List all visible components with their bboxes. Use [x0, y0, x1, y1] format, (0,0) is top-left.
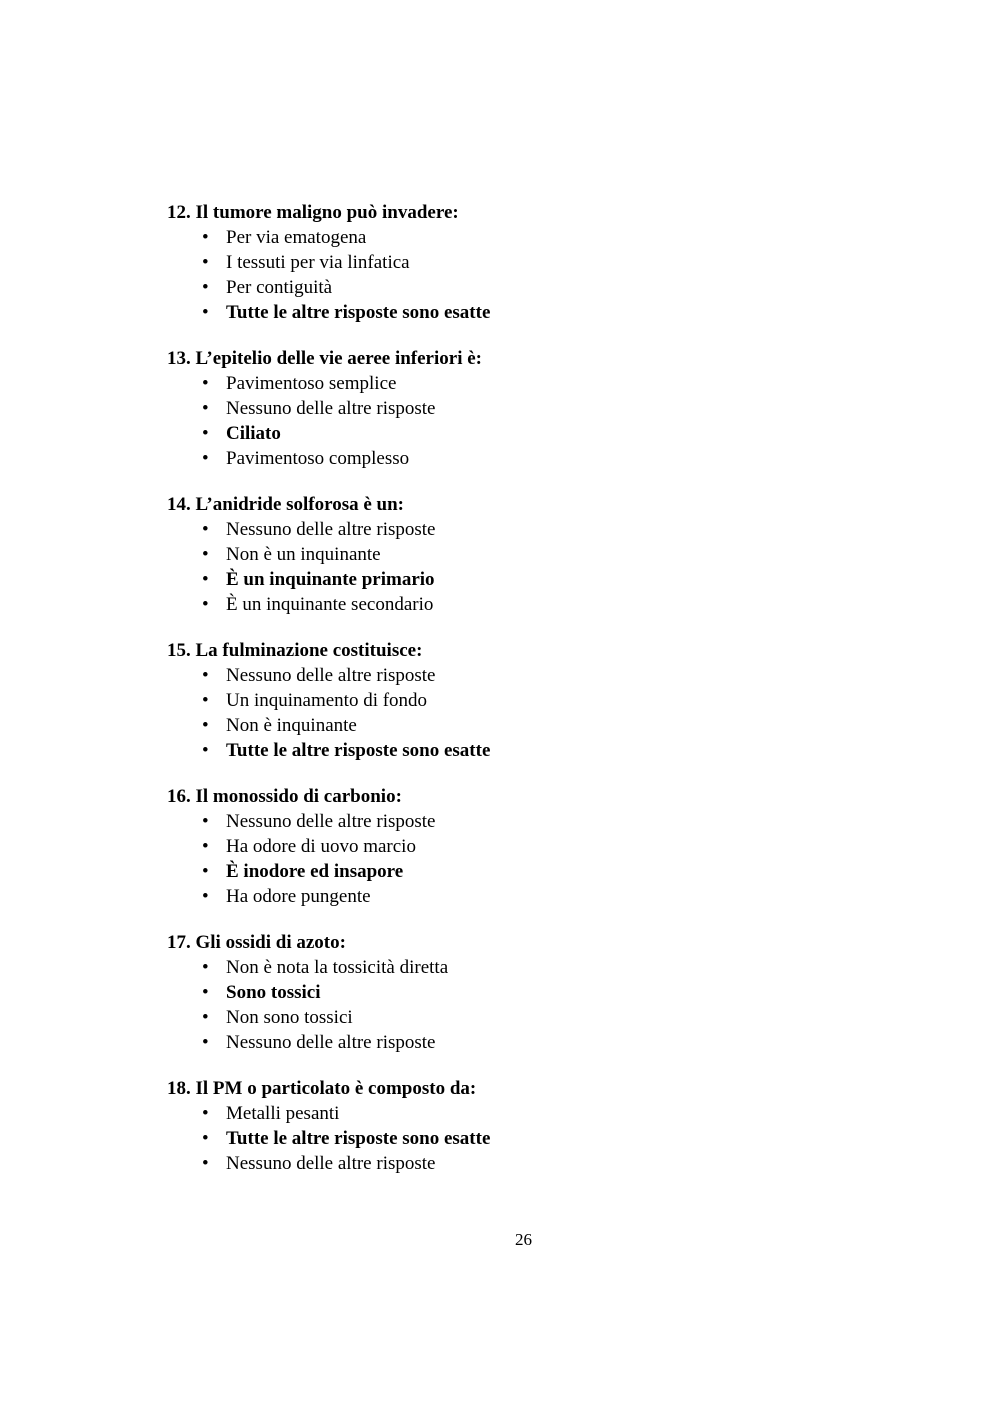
bullet-icon: • — [202, 277, 209, 298]
answer-item — [167, 592, 927, 617]
answer-list — [167, 809, 927, 909]
answer-item — [167, 1126, 927, 1151]
answer-text: È un inquinante secondario — [226, 594, 434, 615]
answer-item — [167, 1005, 927, 1030]
bullet-icon: • — [202, 861, 209, 882]
bullet-icon: • — [202, 302, 209, 323]
answer-item — [167, 859, 927, 884]
bullet-icon: • — [202, 594, 209, 615]
bullet-icon: • — [202, 569, 209, 590]
bullet-icon: • — [202, 982, 209, 1003]
answer-item — [167, 884, 927, 909]
answer-item — [167, 1030, 927, 1055]
answer-text: Nessuno delle altre risposte — [226, 665, 436, 686]
bullet-icon: • — [202, 811, 209, 832]
answer-list — [167, 955, 927, 1055]
page-number: 26 — [515, 1230, 532, 1249]
bullet-icon: • — [202, 836, 209, 857]
answer-item — [167, 688, 927, 713]
question-title: 17. Gli ossidi di azoto: — [167, 932, 346, 953]
answer-item — [167, 517, 927, 542]
bullet-icon: • — [202, 398, 209, 419]
bullet-icon: • — [202, 544, 209, 565]
answer-item — [167, 955, 927, 980]
bullet-icon: • — [202, 665, 209, 686]
answer-list — [167, 1101, 927, 1176]
answer-item — [167, 275, 927, 300]
question — [167, 346, 927, 471]
answer-text: Pavimentoso semplice — [226, 373, 397, 394]
answer-item — [167, 567, 927, 592]
answer-item — [167, 663, 927, 688]
answer-item — [167, 446, 927, 471]
answer-text: Nessuno delle altre risposte — [226, 398, 436, 419]
answer-item — [167, 542, 927, 567]
answer-list — [167, 663, 927, 763]
question — [167, 638, 927, 763]
answer-item — [167, 300, 927, 325]
answer-item — [167, 225, 927, 250]
answer-text: Nessuno delle altre risposte — [226, 519, 436, 540]
answer-list — [167, 371, 927, 471]
bullet-icon: • — [202, 715, 209, 736]
bullet-icon: • — [202, 1007, 209, 1028]
answer-list — [167, 225, 927, 325]
answer-text: Non è nota la tossicità diretta — [226, 957, 449, 978]
bullet-icon: • — [202, 448, 209, 469]
bullet-icon: • — [202, 252, 209, 273]
question — [167, 930, 927, 1055]
answer-text: Tutte le altre risposte sono esatte — [226, 1128, 491, 1149]
answer-text: Ciliato — [226, 423, 281, 444]
answer-text: È un inquinante primario — [226, 569, 435, 590]
answer-text: Tutte le altre risposte sono esatte — [226, 740, 491, 761]
question — [167, 1076, 927, 1176]
answer-item — [167, 834, 927, 859]
question-title: 16. Il monossido di carbonio: — [167, 786, 402, 807]
question-title: 15. La fulminazione costituisce: — [167, 640, 423, 661]
question — [167, 492, 927, 617]
question — [167, 200, 927, 325]
answer-text: Nessuno delle altre risposte — [226, 1153, 436, 1174]
bullet-icon: • — [202, 1103, 209, 1124]
answer-item — [167, 371, 927, 396]
answer-text: Per via ematogena — [226, 227, 367, 248]
answer-text: Tutte le altre risposte sono esatte — [226, 302, 491, 323]
question-title: 12. Il tumore maligno può invadere: — [167, 202, 459, 223]
answer-text: Non è inquinante — [226, 715, 357, 736]
answer-item — [167, 1101, 927, 1126]
answer-text: Nessuno delle altre risposte — [226, 1032, 436, 1053]
bullet-icon: • — [202, 227, 209, 248]
bullet-icon: • — [202, 373, 209, 394]
question-list — [167, 200, 927, 1197]
answer-text: Ha odore di uovo marcio — [226, 836, 416, 857]
answer-text: Ha odore pungente — [226, 886, 371, 907]
bullet-icon: • — [202, 1153, 209, 1174]
answer-text: Pavimentoso complesso — [226, 448, 410, 469]
answer-list — [167, 517, 927, 617]
question-title: 14. L’anidride solforosa è un: — [167, 494, 405, 515]
answer-item — [167, 738, 927, 763]
bullet-icon: • — [202, 886, 209, 907]
answer-text: Metalli pesanti — [226, 1103, 340, 1124]
bullet-icon: • — [202, 1128, 209, 1149]
bullet-icon: • — [202, 740, 209, 761]
answer-text: Un inquinamento di fondo — [226, 690, 428, 711]
answer-text: Non è un inquinante — [226, 544, 381, 565]
answer-item — [167, 396, 927, 421]
answer-item — [167, 421, 927, 446]
answer-text: Sono tossici — [226, 982, 321, 1003]
bullet-icon: • — [202, 957, 209, 978]
answer-text: Per contiguità — [226, 277, 333, 298]
answer-text: I tessuti per via linfatica — [226, 252, 410, 273]
answer-item — [167, 250, 927, 275]
bullet-icon: • — [202, 690, 209, 711]
question-title: 18. Il PM o particolato è composto da: — [167, 1078, 477, 1099]
bullet-icon: • — [202, 519, 209, 540]
answer-item — [167, 713, 927, 738]
answer-item — [167, 980, 927, 1005]
answer-text: È inodore ed insapore — [226, 861, 404, 882]
bullet-icon: • — [202, 1032, 209, 1053]
bullet-icon: • — [202, 423, 209, 444]
answer-item — [167, 809, 927, 834]
answer-text: Nessuno delle altre risposte — [226, 811, 436, 832]
answer-text: Non sono tossici — [226, 1007, 353, 1028]
question-title: 13. L’epitelio delle vie aeree inferiori è: — [167, 348, 482, 369]
question — [167, 784, 927, 909]
answer-item — [167, 1151, 927, 1176]
